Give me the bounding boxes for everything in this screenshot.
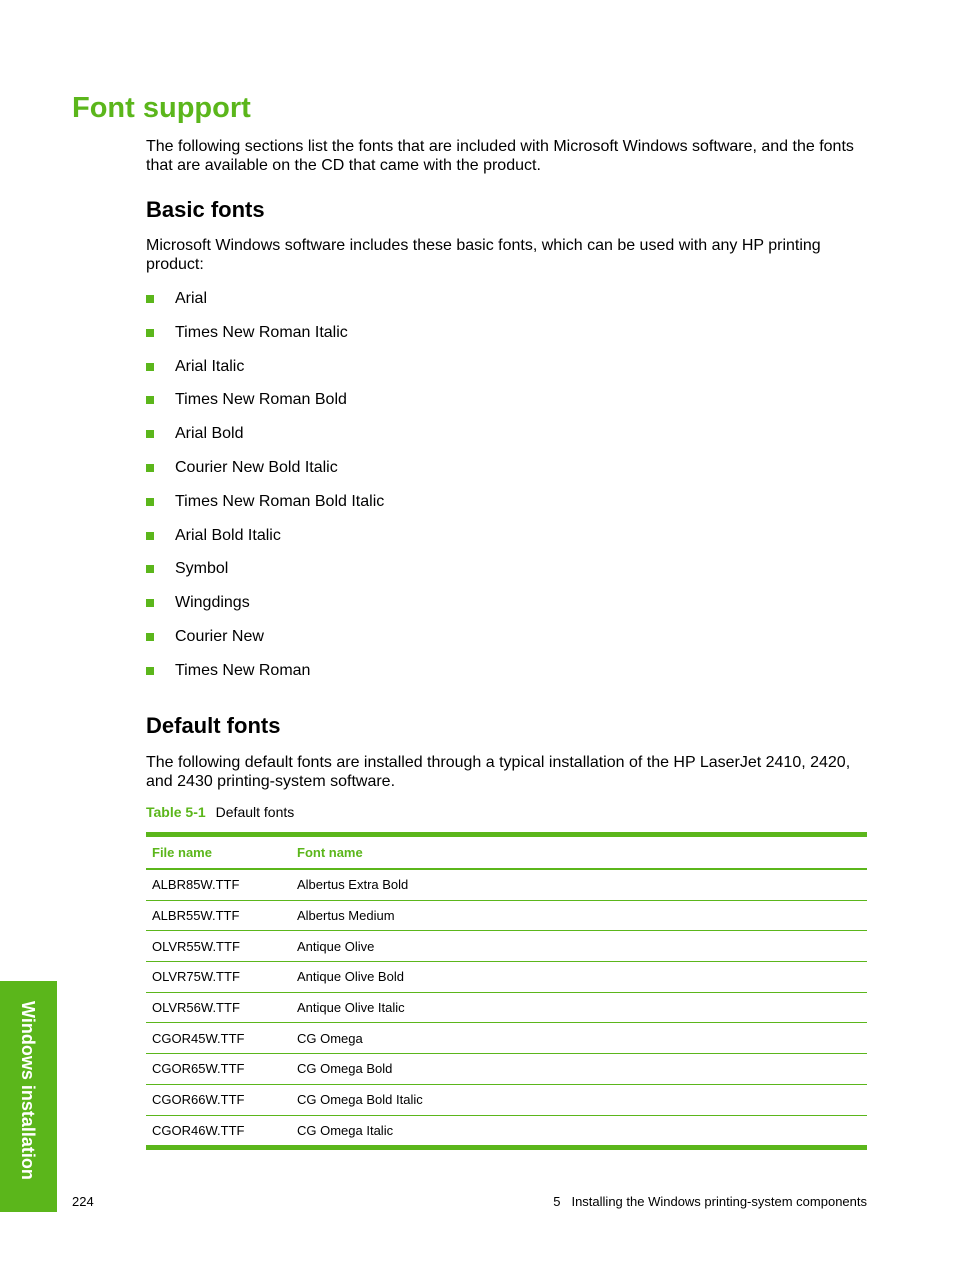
default-fonts-table <box>146 832 867 1150</box>
square-bullet-icon <box>146 295 154 303</box>
table-row <box>146 961 867 992</box>
page-title: Font support <box>72 92 251 124</box>
file-name-cell: CGOR65W.TTF <box>152 1061 245 1077</box>
table-number: Table 5-1 <box>146 804 206 820</box>
table-header-row <box>146 837 867 869</box>
font-name-cell: Antique Olive <box>297 938 375 954</box>
list-item: Arial <box>146 289 384 323</box>
file-name-cell: OLVR55W.TTF <box>152 938 240 954</box>
default-fonts-paragraph: The following default fonts are installed through a typical installation of the HP LaserJet 2410, 2420, and 2430 printing-system software. <box>146 754 851 790</box>
list-item: Arial Italic <box>146 357 384 391</box>
table-row <box>146 930 867 961</box>
list-item: Times New Roman Italic <box>146 323 384 357</box>
file-name-cell: OLVR75W.TTF <box>152 969 240 985</box>
list-item: Symbol <box>146 559 384 593</box>
table-row <box>146 1084 867 1115</box>
list-item: Arial Bold Italic <box>146 526 384 560</box>
font-name-cell: Antique Olive Bold <box>297 969 404 985</box>
table-row <box>146 1053 867 1084</box>
side-tab-label: Windows installation <box>18 1001 38 1180</box>
chapter-number: 5 <box>553 1194 561 1209</box>
page-number: 224 <box>72 1194 94 1209</box>
font-name-cell: CG Omega <box>297 1030 363 1046</box>
file-name-cell: ALBR85W.TTF <box>152 877 240 893</box>
basic-fonts-list <box>146 289 384 695</box>
file-name-cell: CGOR45W.TTF <box>152 1030 245 1046</box>
list-item: Courier New <box>146 627 384 661</box>
table-caption <box>146 804 294 821</box>
table-row <box>146 992 867 1023</box>
square-bullet-icon <box>146 396 154 404</box>
chapter-title: Installing the Windows printing-system components <box>571 1194 867 1209</box>
list-item: Times New Roman <box>146 661 384 695</box>
file-name-cell: OLVR56W.TTF <box>152 1000 240 1016</box>
list-item: Times New Roman Bold <box>146 390 384 424</box>
file-name-cell: CGOR46W.TTF <box>152 1122 245 1138</box>
square-bullet-icon <box>146 329 154 337</box>
font-name-cell: Albertus Extra Bold <box>297 877 409 893</box>
square-bullet-icon <box>146 430 154 438</box>
list-item: Courier New Bold Italic <box>146 458 384 492</box>
intro-paragraph: The following sections list the fonts that are included with Microsoft Windows software, and the fonts that are available on the CD that came with the product. <box>146 138 854 174</box>
table-row <box>146 900 867 931</box>
square-bullet-icon <box>146 498 154 506</box>
column-header-file-name: File name <box>152 845 212 860</box>
square-bullet-icon <box>146 363 154 371</box>
square-bullet-icon <box>146 667 154 675</box>
file-name-cell: ALBR55W.TTF <box>152 908 240 924</box>
font-name-cell: Antique Olive Italic <box>297 1000 405 1016</box>
table-title: Default fonts <box>215 804 295 820</box>
basic-fonts-paragraph: Microsoft Windows software includes these basic fonts, which can be used with any HP printing product: <box>146 237 821 273</box>
font-name-cell: Albertus Medium <box>297 908 395 924</box>
table-row <box>146 869 867 900</box>
square-bullet-icon <box>146 565 154 573</box>
default-fonts-heading: Default fonts <box>146 713 281 738</box>
square-bullet-icon <box>146 532 154 540</box>
list-item: Wingdings <box>146 593 384 627</box>
square-bullet-icon <box>146 633 154 641</box>
list-item: Arial Bold <box>146 424 384 458</box>
table-row <box>146 1022 867 1053</box>
square-bullet-icon <box>146 599 154 607</box>
list-item: Times New Roman Bold Italic <box>146 492 384 526</box>
basic-fonts-heading: Basic fonts <box>146 197 265 222</box>
file-name-cell: CGOR66W.TTF <box>152 1092 245 1108</box>
footer-chapter <box>553 1194 867 1210</box>
font-name-cell: CG Omega Bold <box>297 1061 393 1077</box>
table-row <box>146 1115 867 1146</box>
square-bullet-icon <box>146 464 154 472</box>
font-name-cell: CG Omega Italic <box>297 1122 394 1138</box>
font-name-cell: CG Omega Bold Italic <box>297 1092 423 1108</box>
column-header-font-name: Font name <box>297 845 363 860</box>
